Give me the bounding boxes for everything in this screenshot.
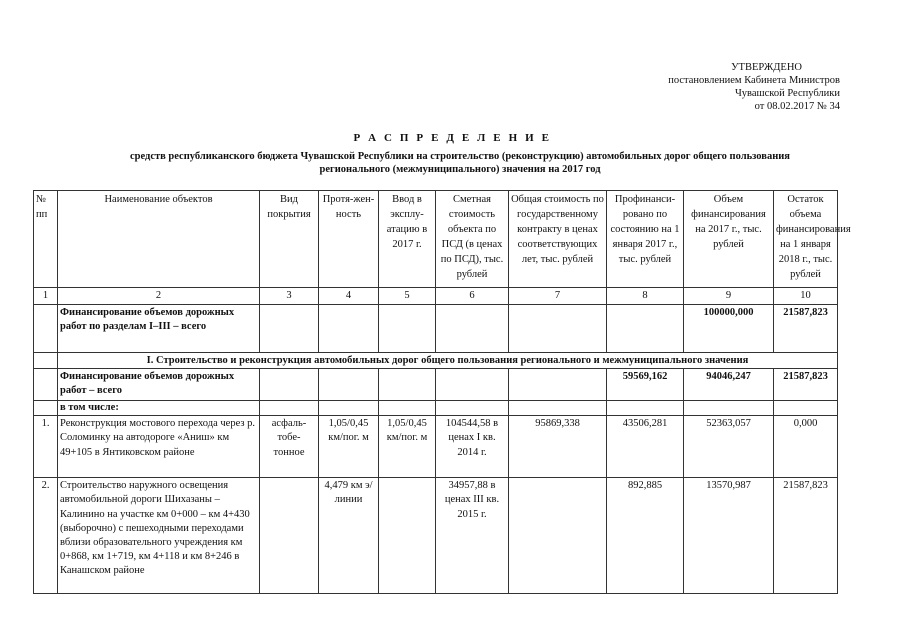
remainder: 21587,823 — [774, 478, 838, 594]
approval-line-2: Чувашской Республики — [734, 88, 840, 99]
including-row — [34, 401, 838, 416]
header-length: Протя-жен-ность — [319, 191, 379, 288]
object-name: Реконструкция мостового перехода через р. Соломинку на автодороге «Аниш» км 49+105 в Янтиковском районе — [58, 416, 260, 478]
table-row-total-all — [34, 305, 838, 353]
subtitle-line-1: средств республиканского бюджета Чувашской Республики на строительство (реконструкцию) автомобильных дорог общего пользования — [129, 151, 790, 162]
approval-head: УТВЕРЖДЕНО — [731, 62, 802, 73]
header-financed: Профинанси-ровано по состоянию на 1 января 2017 г., тыс. рублей — [607, 191, 684, 288]
header-surface: Вид покрытия — [260, 191, 319, 288]
table-row-total-section — [34, 369, 838, 401]
col-number: 2 — [58, 288, 260, 305]
col-number: 1 — [34, 288, 58, 305]
total-section-financed: 59569,162 — [607, 369, 684, 401]
table-header-row — [34, 191, 838, 288]
approval-line-3: от 08.02.2017 № 34 — [754, 101, 840, 112]
col-number: 4 — [319, 288, 379, 305]
col-number: 7 — [509, 288, 607, 305]
col-number: 9 — [684, 288, 774, 305]
surface-type: асфаль-тобе-тонное — [260, 416, 319, 478]
distribution-table — [33, 190, 851, 594]
col-number: 5 — [379, 288, 436, 305]
header-remainder: Остаток объема финансирования на 1 января 2018 г., тыс. рублей — [774, 191, 838, 288]
header-num: № пп — [34, 191, 58, 288]
section-row — [34, 353, 838, 369]
subtitle-line-2: регионального (межмуниципального) значения на 2017 год — [319, 164, 601, 175]
total-all-remainder: 21587,823 — [774, 305, 838, 353]
col-number: 10 — [774, 288, 838, 305]
total-all-name: Финансирование объемов дорожных работ по разделам I–III – всего — [58, 305, 260, 353]
volume-2017: 52363,057 — [684, 416, 774, 478]
total-all-volume: 100000,000 — [684, 305, 774, 353]
estimate-cost: 34957,88 в ценах III кв. 2015 г. — [436, 478, 509, 594]
document-title: Р А С П Р Е Д Е Л Е Н И Е — [353, 132, 552, 144]
financed: 43506,281 — [607, 416, 684, 478]
approval-line-1: постановлением Кабинета Министров — [668, 75, 840, 86]
row-number: 1. — [34, 416, 58, 478]
total-section-remainder: 21587,823 — [774, 369, 838, 401]
table-row — [34, 416, 838, 478]
length: 1,05/0,45 км/пог. м — [319, 416, 379, 478]
length: 4,479 км э/линии — [319, 478, 379, 594]
object-name: Строительство наружного освещения автомобильной дороги Шихазаны – Калинино на участке км 0+000 – км 4+430 (выборочно) с пешеходными переходами вблизи образовательного учреждения км 0+868, км 1+719, км 4+118 и км 8+246 в Канашском районе — [58, 478, 260, 594]
estimate-cost: 104544,58 в ценах I кв. 2014 г. — [436, 416, 509, 478]
contract-cost: 95869,338 — [509, 416, 607, 478]
header-name: Наименование объектов — [58, 191, 260, 288]
remainder: 0,000 — [774, 416, 838, 478]
volume-2017: 13570,987 — [684, 478, 774, 594]
section-title: I. Строительство и реконструкция автомобильных дорог общего пользования регионального и межмуниципального значения — [58, 353, 838, 369]
column-number-row — [34, 288, 838, 305]
approval-block — [560, 61, 840, 113]
header-estimate: Сметная стоимость объекта по ПСД (в ценах по ПСД), тыс. рублей — [436, 191, 509, 288]
including-label: в том числе: — [58, 401, 260, 416]
col-number: 8 — [607, 288, 684, 305]
financed: 892,885 — [607, 478, 684, 594]
commission: 1,05/0,45 км/пог. м — [379, 416, 436, 478]
total-section-volume: 94046,247 — [684, 369, 774, 401]
col-number: 3 — [260, 288, 319, 305]
total-section-name: Финансирование объемов дорожных работ – всего — [58, 369, 260, 401]
document-subtitle — [60, 150, 860, 176]
header-volume-2017: Объем финансирования на 2017 г., тыс. рублей — [684, 191, 774, 288]
table-row — [34, 478, 838, 594]
row-number: 2. — [34, 478, 58, 594]
header-contract: Общая стоимость по государственному контракту в ценах соответствующих лет, тыс. рублей — [509, 191, 607, 288]
header-commission: Ввод в эксплу-атацию в 2017 г. — [379, 191, 436, 288]
col-number: 6 — [436, 288, 509, 305]
